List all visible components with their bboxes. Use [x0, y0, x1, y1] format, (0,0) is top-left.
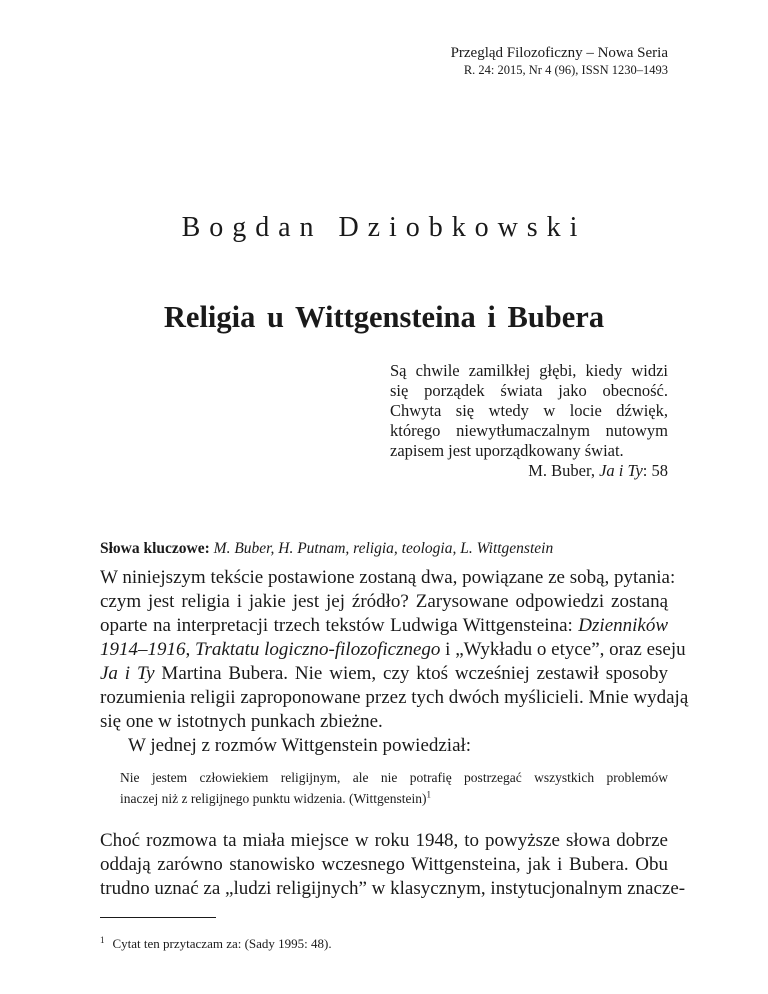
text-line: się one w istotnych punkach zbieżne.	[100, 711, 383, 732]
keywords-value: M. Buber, H. Putnam, religia, teologia, L. Wittgenstein	[213, 540, 554, 557]
quote-line	[120, 788, 668, 809]
text-line: W niniejszym tekście postawione zostaną dwa, powiązane ze sobą, pytania:	[100, 567, 676, 588]
text-line	[100, 662, 668, 686]
text-span: ,	[185, 639, 191, 660]
block-quote	[120, 767, 668, 809]
footnote	[100, 936, 332, 952]
body-paragraph	[100, 829, 686, 901]
epigraph-line: Chwyta się wtedy w locie dźwięk,	[390, 401, 668, 420]
work-title: Traktatu logiczno-filozoficznego	[195, 639, 441, 660]
epigraph	[390, 361, 668, 481]
footnote-ref: 1	[426, 789, 431, 800]
text-span: oparte na interpretacji trzech tekstów Ludwiga Wittgensteina:	[100, 615, 573, 636]
work-title: 1914–1916	[100, 639, 186, 660]
text-line	[100, 638, 686, 662]
text-line: rozumienia religii zaproponowane przez tych dwóch myślicieli. Mnie wydają	[100, 687, 689, 708]
footnote-text: Cytat ten przytaczam za: (Sady 1995: 48).	[112, 936, 332, 951]
keywords-label: Słowa kluczowe:	[100, 540, 210, 557]
epigraph-source	[390, 461, 668, 481]
work-title: Dzienników	[578, 615, 669, 636]
epigraph-source-author: M. Buber,	[528, 461, 595, 480]
text-span: inaczej niż z religijnego punktu widzenia. (Wittgenstein)	[120, 791, 427, 806]
epigraph-source-work: Ja i Ty	[599, 461, 643, 480]
text-line: W jednej z rozmów Wittgenstein powiedział:	[128, 735, 472, 756]
epigraph-line: którego niewytłumaczalnym nutowym	[390, 421, 668, 440]
quote-line: Nie jestem człowiekiem religijnym, ale nie potrafię postrzegać wszystkich problemów	[120, 770, 668, 785]
epigraph-line: się porządek świata jako obecność.	[390, 381, 668, 400]
work-title: Ja i Ty	[100, 663, 155, 684]
epigraph-source-page: : 58	[642, 461, 668, 480]
article-title: Religia u Wittgensteina i Bubera	[163, 300, 605, 334]
epigraph-line: zapisem jest uporządkowany świat.	[390, 441, 624, 460]
keywords	[100, 540, 553, 558]
epigraph-line: Są chwile zamilkłej głębi, kiedy widzi	[390, 361, 668, 380]
author-name: Bogdan Dziobkowski	[181, 212, 587, 243]
footnote-number: 1	[100, 934, 105, 945]
journal-title: Przegląd Filozoficzny – Nowa Seria	[450, 45, 668, 61]
text-span: i „Wykładu o etyce”, oraz eseju	[445, 639, 686, 660]
text-line: oddają zarówno stanowisko wczesnego Wittgensteina, jak i Bubera. Obu	[100, 854, 668, 875]
text-line	[100, 614, 668, 638]
text-line: trudno uznać za „ludzi religijnych” w klasycznym, instytucjonalnym znacze-	[100, 878, 686, 899]
text-span: Martina Bubera. Nie wiem, czy ktoś wcześniej zestawił sposoby	[161, 663, 669, 684]
text-line: czym jest religia i jakie jest jej źródło? Zarysowane odpowiedzi zostaną	[100, 591, 668, 612]
intro-paragraph	[100, 566, 689, 758]
journal-header	[451, 44, 668, 78]
text-line: Choć rozmowa ta miała miejsce w roku 1948, to powyższe słowa dobrze	[100, 830, 668, 851]
journal-meta: R. 24: 2015, Nr 4 (96), ISSN 1230–1493	[463, 63, 668, 77]
footnote-divider	[100, 917, 216, 918]
